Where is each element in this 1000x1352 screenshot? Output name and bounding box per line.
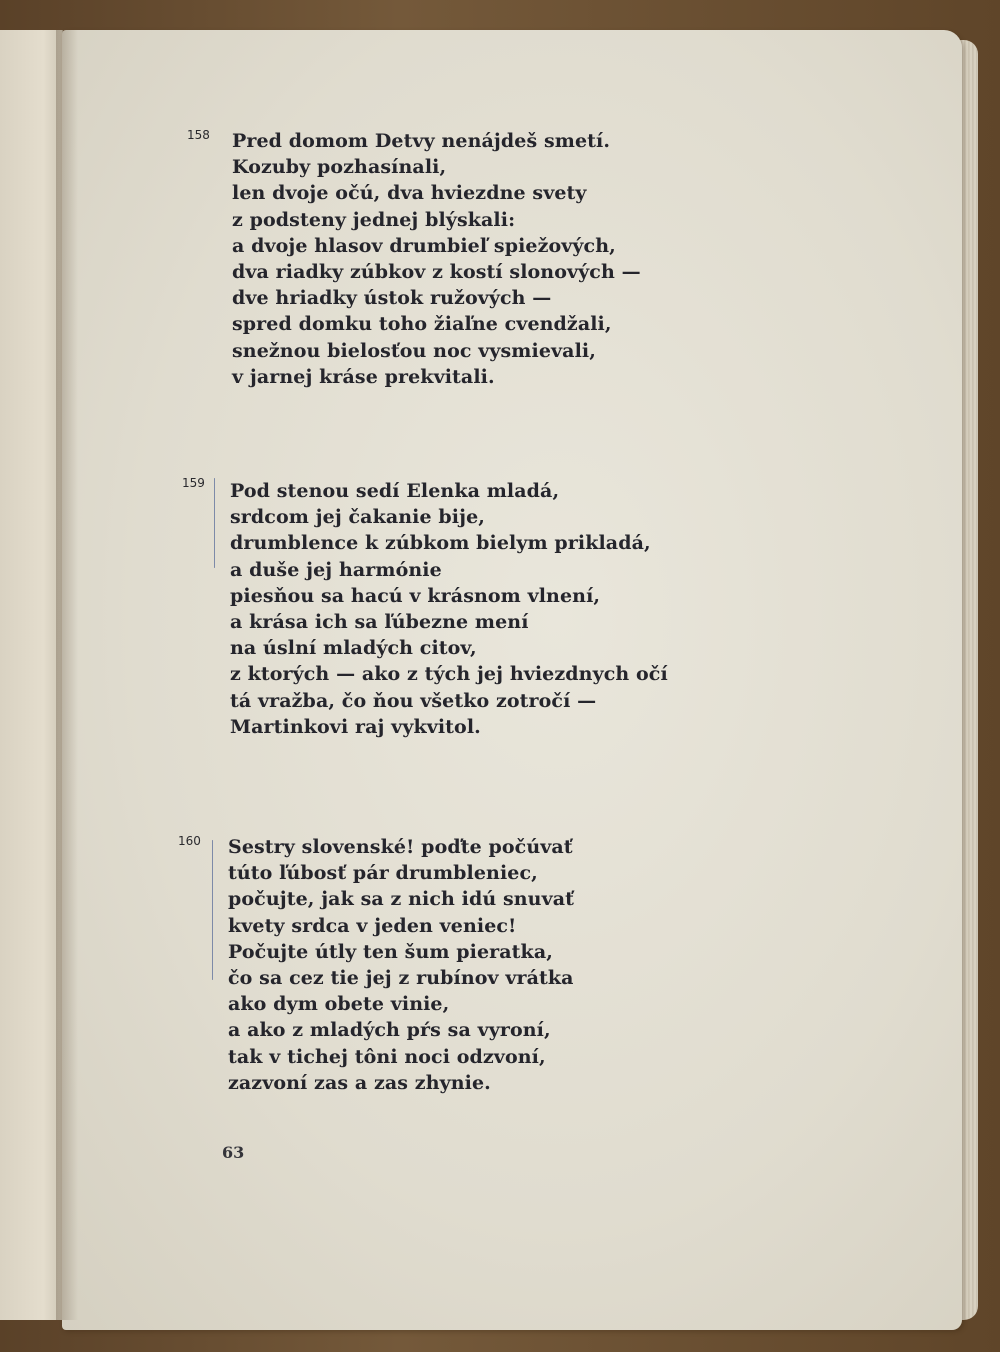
verse-line: zazvoní zas a zas zhynie.: [228, 1071, 491, 1094]
verse-line: Počujte útly ten šum pieratka,: [228, 940, 553, 963]
verse-line: a krása ich sa ľúbezne mení: [230, 611, 529, 634]
verse-line: Martinkovi raj vykvitol.: [230, 715, 481, 738]
verse-line: v jarnej kráse prekvitali.: [232, 365, 495, 388]
verse-line: len dvoje očú, dva hviezdne svety: [232, 182, 587, 205]
stanza-160: [228, 834, 574, 1096]
verse-line: túto ľúbosť pár drumbleniec,: [228, 862, 538, 885]
verse-line: kvety srdca v jeden veniec!: [228, 914, 517, 937]
stanza-number: 160: [178, 834, 201, 848]
verse-line: tak v tichej tôni noci odzvoní,: [228, 1045, 546, 1068]
verse-line: počujte, jak sa z nich idú snuvať: [228, 888, 575, 911]
stanza-number: 158: [187, 128, 210, 142]
verse-line: spred domku toho žiaľne cvendžali,: [232, 313, 612, 336]
verse-line: tá vražba, čo ňou všetko zotročí —: [230, 689, 597, 712]
verse-line: z ktorých — ako z tých jej hviezdnych očí: [230, 663, 668, 686]
verse-line: snežnou bielosťou noc vysmievali,: [232, 339, 596, 362]
verse-line: čo sa cez tie jej z rubínov vrátka: [228, 967, 574, 990]
verse-line: Pred domom Detvy nenájdeš smetí.: [232, 130, 611, 152]
verse-line: z podsteny jednej blýskali:: [232, 208, 516, 231]
page-number: 63: [222, 1143, 245, 1162]
verse-line: a ako z mladých pŕs sa vyroní,: [228, 1019, 551, 1042]
verse-line: dve hriadky ústok ružových —: [232, 287, 552, 310]
spine-shadow: [56, 30, 78, 1320]
pencil-margin-mark: [212, 840, 213, 980]
verse-line: dva riadky zúbkov z kostí slonových —: [232, 261, 641, 284]
verse-line: drumblence k zúbkom bielym prikladá,: [230, 532, 651, 555]
previous-page-edge: [0, 30, 63, 1320]
stanza-number: 159: [182, 476, 205, 490]
verse-line: a dvoje hlasov drumbieľ spiežových,: [232, 234, 616, 257]
verse-line: srdcom jej čakanie bije,: [230, 506, 485, 529]
verse-line: ako dym obete vinie,: [228, 993, 450, 1016]
stanza-159: [230, 478, 668, 740]
verse-line: Sestry slovenské! poďte počúvať: [228, 836, 573, 858]
verse-line: piesňou sa hacú v krásnom vlnení,: [230, 584, 601, 607]
pencil-margin-mark: [214, 478, 215, 568]
stanza-158: [232, 128, 641, 390]
verse-line: a duše jej harmónie: [230, 558, 442, 581]
verse-line: Pod stenou sedí Elenka mladá,: [230, 480, 560, 502]
verse-line: Kozuby pozhasínali,: [232, 156, 447, 179]
verse-line: na úslní mladých citov,: [230, 637, 477, 660]
